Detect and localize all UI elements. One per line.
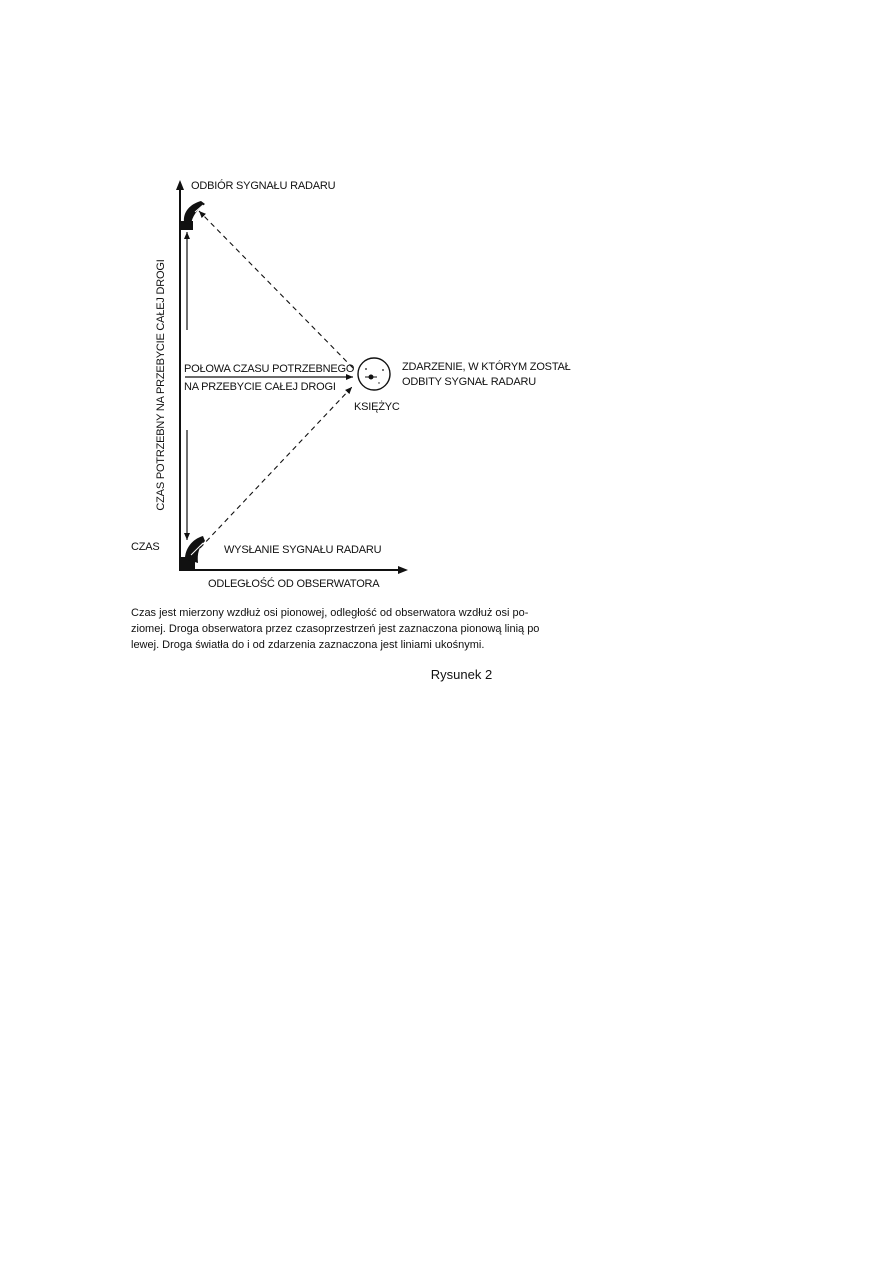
half-time-label-line2: NA PRZEBYCIE CAŁEJ DROGI (184, 381, 336, 393)
caption-line: Czas jest mierzony wzdłuż osi pionowej, odległość od obserwatora wzdłuż osi po- (131, 607, 529, 619)
moon-label: KSIĘŻYC (354, 401, 400, 413)
time-axis-arrowhead (176, 180, 184, 190)
reception-label: ODBIÓR SYGNAŁU RADARU (191, 180, 336, 192)
event-label-line1: ZDARZENIE, W KTÓRYM ZOSTAŁ (402, 361, 571, 373)
caption-line: lewej. Droga światła do i od zdarzenia zaznaczona jest liniami ukośnymi. (131, 639, 485, 651)
light-path-return (199, 211, 353, 368)
figure-title: Rysunek 2 (430, 667, 493, 682)
half-time-label-line1: POŁOWA CZASU POTRZEBNEGO (184, 363, 355, 375)
event-label-line2: ODBITY SYGNAŁ RADARU (402, 376, 536, 388)
vertical-axis-label: CZAS POTRZEBNY NA PRZEBYCIE CAŁEJ DROGI (155, 259, 167, 511)
caption-line: ziomej. Droga obserwatora przez czasoprzestrzeń jest zaznaczona pionową linią po (131, 623, 540, 635)
light-path-outgoing (200, 387, 352, 548)
radar-dish-icon (181, 536, 205, 571)
figure-caption (131, 605, 596, 653)
radar-dish-icon (181, 201, 205, 230)
send-label: WYSŁANIE SYGNAŁU RADARU (224, 544, 382, 556)
distance-axis-arrowhead (398, 566, 408, 574)
distance-axis-label: ODLEGŁOŚĆ OD OBSERWATORA (208, 578, 380, 590)
time-axis-label: CZAS (131, 541, 160, 553)
moon-icon (358, 358, 390, 390)
